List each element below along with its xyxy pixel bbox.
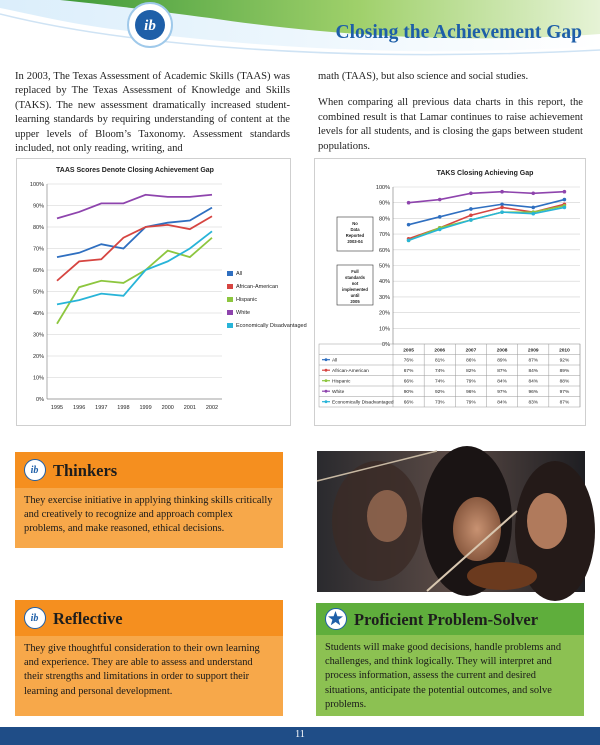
problem-solver-text: Students will make good decisions, handle problems and challenges, and think logically. They will interpret and process information, assess the current and desired situations, anticipate the potential outcomes, and solve problems. (325, 642, 562, 710)
data-point-all (531, 206, 535, 210)
y-tick-label: 50% (378, 263, 390, 270)
y-tick-label: 100% (375, 185, 390, 191)
chart-title: TAKS Closing Achieving Gap (436, 170, 534, 177)
thinkers-text: They exercise initiative in applying thinking skills critically and creatively to recognize and approach complex problems, and make reasoned, ethical decisions. (24, 495, 273, 535)
series-line-white (409, 192, 565, 203)
note-full-standards-text: implemented (342, 287, 368, 292)
x-tick-label: 2001 (183, 405, 196, 411)
y-tick-label: 20% (32, 354, 44, 360)
page-title: Closing the Achievement Gap (335, 22, 582, 43)
thinkers-box (15, 452, 283, 548)
series-line-hispanic (57, 238, 212, 324)
legend-marker-all (325, 358, 328, 361)
summary-paragraph: When comparing all previous data charts in this report, the combined result is that Lamar continues to raise achievement levels for all students, and is closing the gaps between student populations. (318, 97, 583, 152)
x-tick-label: 2000 (161, 405, 174, 411)
note-full-standards-text: 2005 (350, 299, 360, 304)
table-cell-value: 89% (559, 369, 570, 375)
star-seal-icon (325, 608, 347, 630)
table-cell-value: 83% (528, 400, 539, 406)
note-no-data-text: Data (350, 227, 360, 232)
data-point-white (563, 190, 567, 194)
thinkers-title: Thinkers (53, 461, 118, 480)
table-cell-value: 87% (559, 400, 570, 406)
table-cell-value: 66% (403, 400, 414, 406)
x-tick-label: 2009 (527, 348, 539, 354)
table-cell-value: 84% (497, 400, 507, 406)
note-full-standards-text: standards (344, 275, 366, 280)
y-tick-label: 60% (32, 268, 44, 274)
svg-text:ib: ib (144, 18, 156, 34)
legend-label-hispanic: Hispanic (332, 379, 351, 385)
legend-marker-hispanic (325, 379, 328, 382)
table-cell-value: 96% (528, 390, 539, 396)
legend-marker-african-american (325, 369, 328, 372)
reflective-title: Reflective (53, 609, 123, 628)
data-point-white (469, 191, 473, 195)
taas-line-chart (17, 159, 307, 427)
series-line-economically-disadvantaged (409, 207, 565, 240)
reflective-header (15, 600, 283, 636)
data-point-economically-disadvantaged (531, 212, 535, 216)
legend-label-african-american: African-American (332, 369, 369, 375)
intro-paragraph-continued: math (TAAS), but also science and social studies. (318, 71, 529, 82)
thinkers-header (15, 452, 283, 488)
taks-chart (314, 158, 586, 426)
data-point-economically-disadvantaged (469, 218, 473, 222)
x-tick-label: 2007 (465, 348, 477, 354)
data-point-all (438, 215, 442, 219)
table-cell-value: 79% (466, 400, 476, 406)
table-cell-value: 73% (434, 400, 445, 406)
data-point-economically-disadvantaged (407, 239, 411, 243)
y-tick-label: 10% (32, 375, 44, 382)
problem-solver-title: Proficient Problem-Solver (354, 610, 539, 629)
legend-label-white: White (332, 390, 345, 396)
y-tick-label: 90% (32, 203, 44, 210)
problem-solver-box (316, 603, 584, 716)
data-point-white (500, 190, 504, 194)
table-cell-value: 89% (497, 358, 507, 364)
y-tick-label: 90% (378, 200, 390, 207)
table-cell-value: 67% (403, 369, 414, 375)
taas-chart (16, 158, 307, 426)
table-cell-value: 74% (434, 369, 445, 375)
table-cell-value: 90% (403, 390, 414, 396)
table-cell-value: 84% (528, 369, 539, 375)
data-point-economically-disadvantaged (438, 228, 442, 232)
data-point-economically-disadvantaged (500, 210, 504, 214)
intro-column-right (318, 70, 583, 166)
legend-marker-white (325, 390, 328, 393)
legend-marker-economically-disadvantaged (325, 400, 328, 403)
y-tick-label: 40% (32, 311, 44, 317)
table-cell-value: 87% (528, 358, 539, 364)
students-violin-photo (317, 451, 585, 592)
note-full-standards-text: until (350, 293, 360, 298)
x-tick-label: 1999 (139, 405, 152, 411)
y-tick-label: 10% (378, 326, 390, 333)
y-tick-label: 80% (378, 216, 390, 223)
x-tick-label: 2002 (205, 405, 219, 411)
note-no-data-text: 2003-04 (347, 239, 363, 244)
table-cell-value: 97% (559, 390, 570, 396)
y-tick-label: 40% (378, 279, 390, 286)
ib-badge-icon (24, 459, 46, 481)
series-line-white (57, 195, 212, 219)
legend-label-hispanic: Hispanic (236, 297, 258, 303)
y-tick-label: 60% (378, 247, 390, 254)
page-number: 11 (295, 729, 305, 740)
note-full-standards-text: not (351, 281, 359, 286)
data-point-white (531, 191, 535, 195)
y-tick-label: 70% (32, 246, 44, 253)
table-cell-value: 96% (466, 390, 476, 396)
x-tick-label: 1998 (117, 405, 130, 411)
svg-text:ib: ib (30, 465, 39, 476)
note-no-data-text: Reported (345, 233, 365, 238)
table-cell-value: 81% (434, 358, 445, 364)
note-full-standards-text: Full (351, 269, 359, 274)
svg-text:ib: ib (30, 613, 39, 624)
intro-paragraph: In 2003, The Texas Assessment of Academic Skills (TAAS) was replaced by The Texas Assessment of Knowledge and Skills (TAKS). The new assessment dramatically increased student-learning standards by requiring understanding of content at the upper levels of Bloom’s Taxonomy. Assessment standards included, not only reading, writing, and (15, 71, 290, 155)
table-cell-value: 86% (466, 358, 476, 364)
series-line-african-american (409, 204, 565, 239)
table-cell-value: 76% (403, 358, 414, 364)
table-cell-value: 92% (559, 358, 570, 364)
y-tick-label: 0% (382, 342, 390, 348)
x-tick-label: 2005 (403, 348, 414, 354)
data-point-all (469, 207, 473, 211)
x-tick-label: 1995 (50, 405, 64, 411)
ib-badge-icon (24, 607, 46, 629)
reflective-text: They give thoughtful consideration to their own learning and experience. They are able to assess and understand their strengths and limitations in order to support their learning and personal development. (24, 643, 260, 697)
legend-swatch-white (227, 310, 233, 315)
x-tick-label: 1997 (95, 405, 108, 411)
note-no-data-text: No (352, 221, 358, 226)
legend-label-all: All (236, 271, 243, 277)
table-cell-value: 84% (528, 379, 539, 385)
y-tick-label: 30% (32, 332, 44, 339)
table-cell-value: 84% (497, 379, 507, 385)
y-tick-label: 80% (32, 225, 44, 231)
y-tick-label: 20% (378, 310, 390, 317)
data-point-white (407, 201, 411, 205)
legend-label-economically-disadvantaged: Economically Disadvantaged (332, 400, 394, 406)
taks-line-chart (315, 159, 587, 427)
y-tick-label: 50% (32, 289, 44, 296)
table-cell-value: 82% (466, 369, 476, 375)
data-point-white (438, 198, 442, 202)
x-tick-label: 2006 (434, 348, 446, 354)
legend-label-economically-disadvantaged: Economically Disadvantaged (236, 323, 307, 329)
legend-label-all: All (332, 358, 338, 364)
data-point-all (563, 198, 567, 202)
series-line-economically-disadvantaged (57, 231, 212, 304)
table-cell-value: 87% (497, 369, 507, 375)
data-point-african-american (469, 213, 473, 217)
y-tick-label: 100% (29, 182, 44, 188)
legend-swatch-african-american (227, 284, 233, 289)
chart-title: TAAS Scores Denote Closing Achievement Gap (56, 167, 214, 174)
table-cell-value: 92% (434, 390, 445, 396)
reflective-box (15, 600, 283, 716)
y-tick-label: 70% (378, 232, 390, 239)
y-tick-label: 30% (378, 294, 390, 301)
intro-column-left (15, 70, 290, 168)
problem-solver-header (316, 603, 584, 635)
x-tick-label: 2010 (559, 348, 570, 354)
table-cell-value: 88% (559, 379, 570, 385)
page-footer (0, 727, 600, 745)
legend-label-white: White (236, 310, 251, 316)
data-point-all (500, 202, 504, 206)
data-point-african-american (500, 206, 504, 210)
x-tick-label: 2008 (496, 348, 508, 354)
legend-swatch-hispanic (227, 297, 233, 302)
table-cell-value: 66% (403, 379, 414, 385)
legend-swatch-economically-disadvantaged (227, 323, 233, 328)
page-header (0, 0, 600, 62)
table-cell-value: 74% (434, 379, 445, 385)
legend-label-african-american: African-American (236, 284, 279, 290)
x-tick-label: 1996 (73, 405, 86, 411)
ib-world-school-logo (127, 2, 173, 48)
data-point-economically-disadvantaged (563, 206, 567, 210)
table-cell-value: 97% (497, 390, 507, 396)
table-cell-value: 79% (466, 379, 476, 385)
y-tick-label: 0% (36, 397, 44, 403)
data-point-all (407, 223, 411, 227)
legend-swatch-all (227, 271, 233, 276)
